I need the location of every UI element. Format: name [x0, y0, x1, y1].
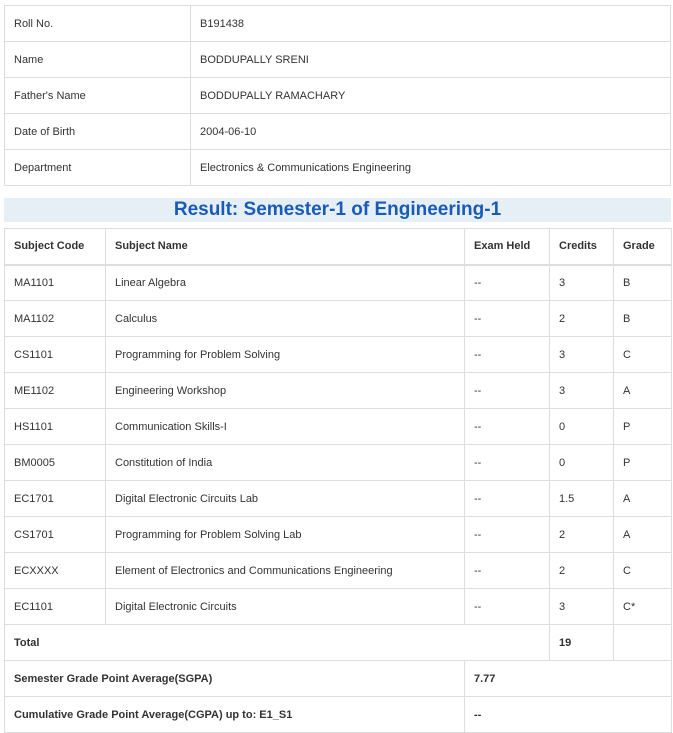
exam-held: -- [465, 301, 550, 337]
sgpa-value: 7.77 [465, 661, 672, 697]
credits: 3 [550, 337, 614, 373]
grade: C* [614, 589, 672, 625]
credits: 1.5 [550, 481, 614, 517]
subject-code: EC1101 [5, 589, 106, 625]
subject-row [5, 373, 672, 409]
student-info-row [5, 150, 671, 186]
sgpa-label: Semester Grade Point Average(SGPA) [5, 661, 465, 697]
subject-row [5, 337, 672, 373]
subject-code: ECXXXX [5, 553, 106, 589]
exam-held-header: Exam Held [465, 229, 550, 265]
fathers-name-value: BODDUPALLY RAMACHARY [191, 78, 671, 114]
subject-name: Communication Skills-I [106, 409, 465, 445]
department-value: Electronics & Communications Engineering [191, 150, 671, 186]
exam-held: -- [465, 409, 550, 445]
total-credits: 19 [550, 625, 614, 661]
grade: A [614, 373, 672, 409]
credits: 2 [550, 517, 614, 553]
subject-row [5, 301, 672, 337]
subject-code: CS1101 [5, 337, 106, 373]
exam-held: -- [465, 337, 550, 373]
subject-name: Calculus [106, 301, 465, 337]
credits-header: Credits [550, 229, 614, 265]
fathers-name-label: Father's Name [5, 78, 191, 114]
subject-name-header: Subject Name [106, 229, 465, 265]
date-of-birth-value: 2004-06-10 [191, 114, 671, 150]
grade: C [614, 337, 672, 373]
cgpa-value: -- [465, 697, 672, 733]
cgpa-row [5, 697, 672, 733]
result-heading: Result: Semester-1 of Engineering-1 [4, 198, 671, 222]
subject-name: Linear Algebra [106, 265, 465, 301]
total-label: Total [5, 625, 550, 661]
subject-name: Element of Electronics and Communications Engineering [106, 553, 465, 589]
roll-no-label: Roll No. [5, 6, 191, 42]
subject-code: MA1101 [5, 265, 106, 301]
subject-name: Digital Electronic Circuits [106, 589, 465, 625]
name-label: Name [5, 42, 191, 78]
department-label: Department [5, 150, 191, 186]
credits: 0 [550, 409, 614, 445]
grade: A [614, 481, 672, 517]
subject-code: ME1102 [5, 373, 106, 409]
sgpa-row [5, 661, 672, 697]
grade: B [614, 301, 672, 337]
roll-no-value: B191438 [191, 6, 671, 42]
subject-code: EC1701 [5, 481, 106, 517]
subject-name: Programming for Problem Solving [106, 337, 465, 373]
result-header-row [5, 229, 672, 265]
result-table [4, 228, 672, 733]
student-info-row [5, 78, 671, 114]
credits: 3 [550, 265, 614, 301]
credits: 3 [550, 589, 614, 625]
student-info-table [4, 5, 671, 186]
subject-row [5, 517, 672, 553]
subject-code: BM0005 [5, 445, 106, 481]
grade: P [614, 445, 672, 481]
exam-held: -- [465, 589, 550, 625]
exam-held: -- [465, 265, 550, 301]
date-of-birth-label: Date of Birth [5, 114, 191, 150]
exam-held: -- [465, 481, 550, 517]
subject-code: HS1101 [5, 409, 106, 445]
name-value: BODDUPALLY SRENI [191, 42, 671, 78]
student-info-row [5, 42, 671, 78]
credits: 2 [550, 553, 614, 589]
subject-row [5, 481, 672, 517]
grade: C [614, 553, 672, 589]
total-grade-empty [614, 625, 672, 661]
subject-row [5, 553, 672, 589]
credits: 3 [550, 373, 614, 409]
subject-row [5, 589, 672, 625]
credits: 0 [550, 445, 614, 481]
subject-name: Constitution of India [106, 445, 465, 481]
exam-held: -- [465, 373, 550, 409]
total-row [5, 625, 672, 661]
grade: B [614, 265, 672, 301]
subject-row [5, 409, 672, 445]
grade: A [614, 517, 672, 553]
exam-held: -- [465, 517, 550, 553]
student-info-row [5, 6, 671, 42]
subject-row [5, 265, 672, 301]
subject-name: Programming for Problem Solving Lab [106, 517, 465, 553]
subject-code: MA1102 [5, 301, 106, 337]
subject-code: CS1701 [5, 517, 106, 553]
grade-header: Grade [614, 229, 672, 265]
credits: 2 [550, 301, 614, 337]
cgpa-label: Cumulative Grade Point Average(CGPA) up to: E1_S1 [5, 697, 465, 733]
exam-held: -- [465, 553, 550, 589]
grade: P [614, 409, 672, 445]
student-info-row [5, 114, 671, 150]
subject-row [5, 445, 672, 481]
subject-code-header: Subject Code [5, 229, 106, 265]
subject-name: Digital Electronic Circuits Lab [106, 481, 465, 517]
exam-held: -- [465, 445, 550, 481]
subject-name: Engineering Workshop [106, 373, 465, 409]
